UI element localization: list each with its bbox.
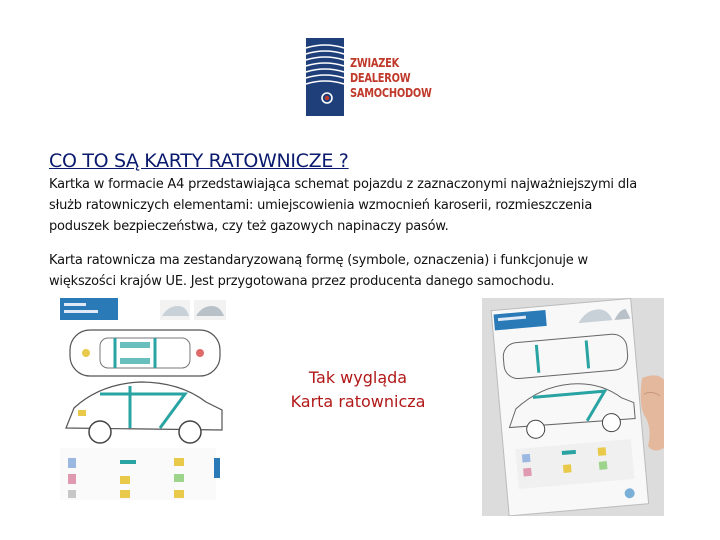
page-title: CO TO SĄ KARTY RATOWNICZE ? (49, 150, 349, 172)
text-line: większości krajów UE. Jest przygotowana przez producenta danego samochodu. (49, 274, 555, 289)
logo-emblem (306, 38, 344, 116)
text-line: Kartka w formacie A4 przedstawiająca schemat pojazdu z zaznaczonymi najważniejszymi dla (49, 177, 637, 192)
logo-wordmark (350, 56, 432, 101)
text-line: Karta ratownicza ma zestandaryzowaną formę (symbole, oznaczenia) i funkcjonuje w (49, 253, 588, 268)
logo-line: ZWIAZEK (350, 56, 400, 70)
standard-paragraph (49, 250, 689, 292)
card-caption (268, 366, 448, 414)
company-logo (306, 38, 432, 116)
rescue-card-photo (482, 298, 664, 516)
logo-line: SAMOCHODOW (350, 86, 432, 100)
rescue-card-diagram (60, 298, 228, 534)
text-line: służb ratowniczych elementami: umiejscowienia wzmocnień karoserii, rozmieszczenia (49, 198, 593, 213)
description-paragraph (49, 174, 689, 237)
caption-line: Karta ratownicza (290, 392, 426, 411)
text-line: poduszek bezpieczeństwa, czy też gazowych napinaczy pasów. (49, 219, 449, 234)
caption-line: Tak wygląda (308, 368, 408, 387)
logo-line: DEALEROW (350, 71, 411, 85)
